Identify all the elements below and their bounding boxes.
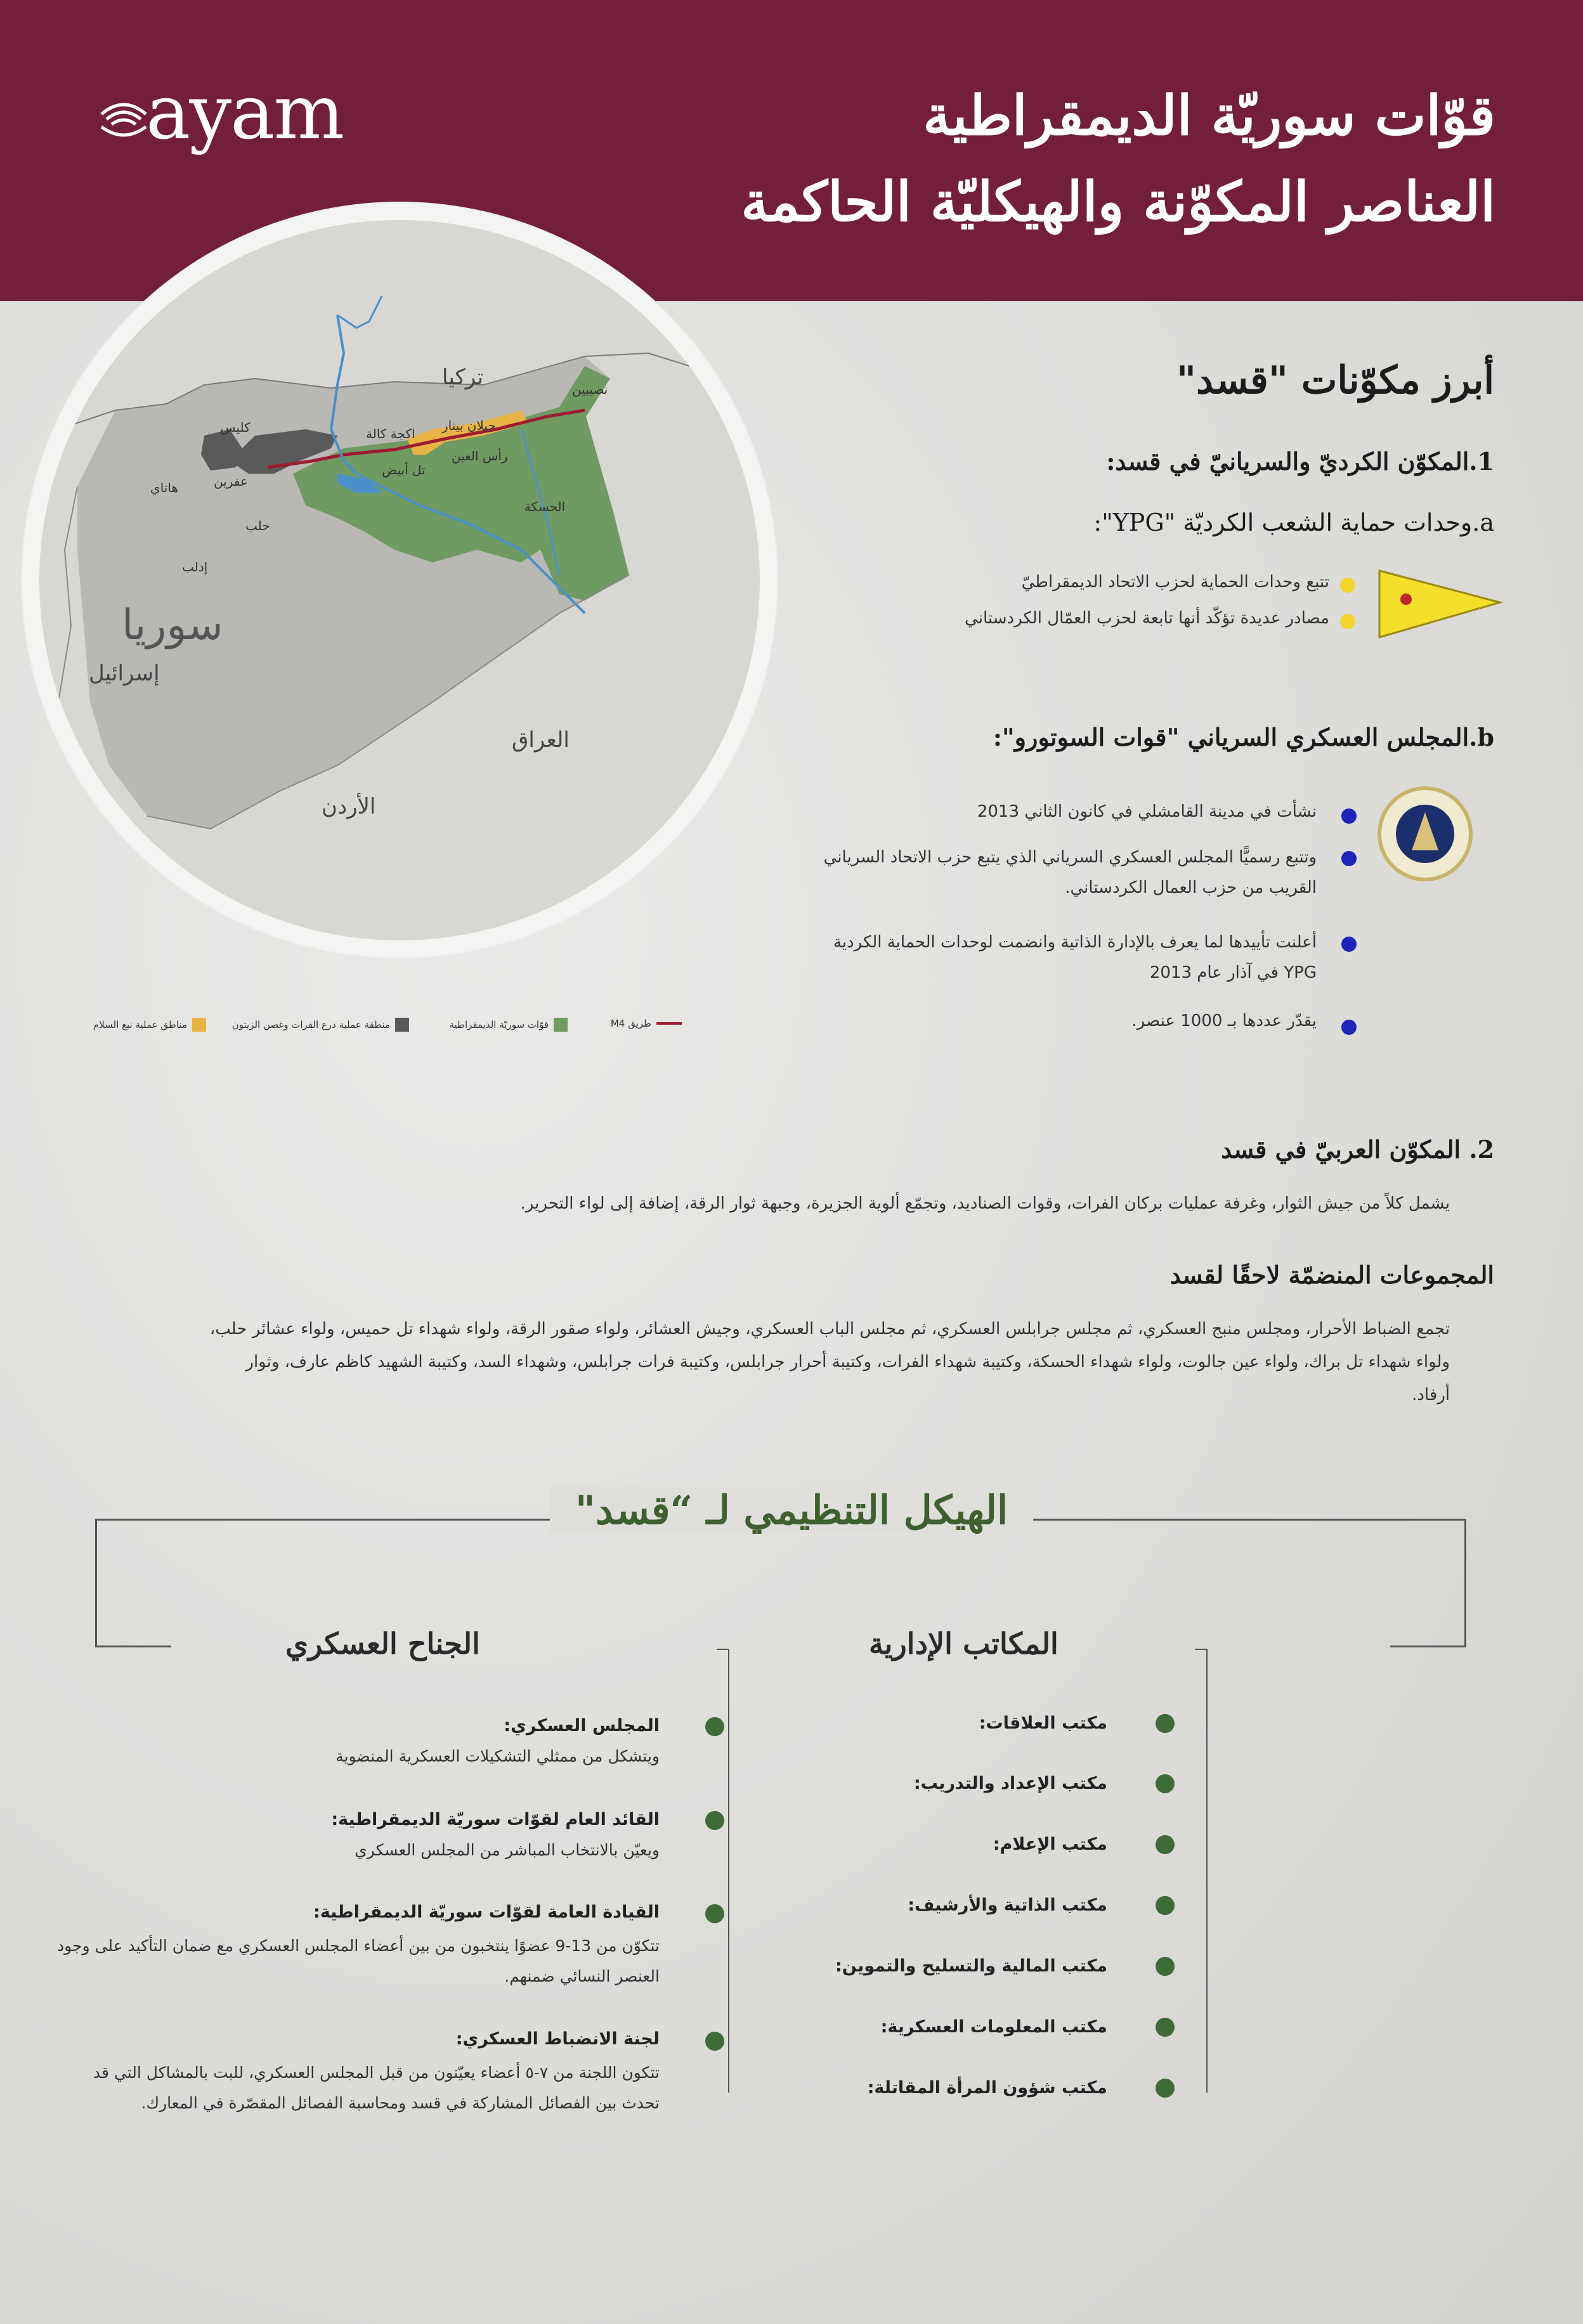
org-structure-title — [0, 1487, 1583, 1533]
map-label-jordan: الأردن — [322, 794, 376, 819]
admin-col-line — [1206, 1649, 1208, 2093]
office-dot — [1156, 2079, 1175, 2098]
office-dot — [1156, 1896, 1175, 1915]
office-item: مكتب الإعداد والتدريب: — [913, 1774, 1107, 1793]
org-structure-title-text: الهيكل التنظيمي لـ “قسد" — [550, 1487, 1033, 1533]
components-heading: أبرز مكوّنات "قسد" — [1176, 358, 1494, 403]
office-item: مكتب المعلومات العسكرية: — [880, 2017, 1107, 2037]
map-label-ras-al-ain: رأس العين — [452, 448, 508, 464]
syriac-bullet-2: وتتبع رسميًّا المجلس العسكري السرياني الذي يتبع حزب الاتحاد السرياني القريب من حزب العمال الكردستاني. — [823, 848, 1317, 897]
map-label-israel: إسرائيل — [89, 661, 160, 686]
map-label-syria: سوريا — [122, 600, 223, 649]
legend-swatch-euphrates-shield — [395, 1018, 409, 1032]
ypg-heading: a.وحدات حماية الشعب الكرديّة "YPG": — [1093, 509, 1494, 536]
syriac-bullet-4: يقدّر عددها بـ 1000 عنصر. — [1131, 1011, 1317, 1030]
bullet-dot — [1340, 578, 1355, 593]
legend-label-m4: طريق M4 — [610, 1018, 651, 1029]
military-wing-heading: الجناح العسكري — [285, 1626, 480, 1661]
legend-item-sdf — [449, 1018, 568, 1032]
bullet-dot — [1340, 614, 1355, 629]
map — [39, 220, 760, 940]
syriac-heading: b.المجلس العسكري السرياني "قوات السوتورو": — [993, 723, 1494, 751]
bullet-dot — [1341, 808, 1357, 824]
admin-offices-heading: المكاتب الإدارية — [869, 1626, 1059, 1661]
syriac-bullet-1: نشأت في مدينة القامشلي في كانون الثاني 2013 — [977, 802, 1317, 821]
arab-text: يشمل كلاً من جيش الثوار، وغرفة عمليات بركان الفرات، وقوات الصناديد، وتجمّع ألوية الجزيرة، وجبهة ثوار الرقة، إضافة إلى لواء التحرير. — [520, 1194, 1450, 1213]
legend-swatch-peace-spring — [192, 1018, 206, 1032]
bullet-dot — [1341, 1020, 1357, 1035]
office-item: مكتب المالية والتسليح والتموين: — [835, 1956, 1107, 1976]
map-label-tal-abyad: تل أبيض — [382, 462, 426, 477]
map-svg — [39, 220, 760, 940]
kurdish-heading: 1.المكوّن الكرديّ والسريانيّ في قسد: — [1106, 447, 1494, 476]
map-label-nusaybin: نصيبين — [572, 382, 608, 397]
org-right-stub — [1390, 1646, 1466, 1647]
org-left-stub — [95, 1646, 171, 1647]
office-item: مكتب شؤون المرأة المقاتلة: — [867, 2078, 1107, 2098]
office-item: مكتب الإعلام: — [993, 1834, 1107, 1854]
map-label-ceylanpinar: جيلان بينار — [442, 418, 496, 433]
military-dot — [705, 2032, 724, 2051]
legend-label-sdf: قوّات سوريّة الديمقراطية — [449, 1019, 549, 1030]
military-dot — [705, 1717, 724, 1736]
map-label-aleppo: حلب — [245, 518, 270, 533]
legend-item-euphrates-shield — [232, 1018, 409, 1032]
ypg-bullet-1: تتبع وحدات الحماية لحزب الاتحاد الديمقراطيّ — [1021, 573, 1329, 592]
legend-swatch-m4 — [656, 1022, 682, 1025]
office-dot — [1156, 1714, 1175, 1733]
syriac-bullet-3: أعلنت تأييدها لما يعرف بالإدارة الذاتية وانضمت لوحدات الحماية الكردية YPG في آذار عام 2013 — [833, 933, 1317, 982]
military-col-tick — [717, 1649, 729, 1650]
ypg-flag-icon — [1376, 568, 1503, 644]
legend-item-peace-spring — [93, 1018, 206, 1032]
river-north — [337, 296, 382, 328]
org-right-line — [1464, 1519, 1466, 1646]
ypg-bullet-2: مصادر عديدة تؤكّد أنها تابعة لحزب العمّال الكردستاني — [965, 609, 1329, 628]
military-item-desc: ويعيّن بالانتخاب المباشر من المجلس العسكري — [355, 1841, 660, 1859]
syriac-council-seal-icon — [1378, 786, 1473, 881]
military-item-title: القائد العام لقوّات سوريّة الديمقراطية: — [331, 1810, 660, 1829]
map-label-hatay: هاتاي — [150, 480, 178, 495]
org-left-line — [95, 1519, 97, 1646]
map-label-akcakale: اكجة كالة — [366, 426, 415, 441]
page-title: قوّات سوريّة الديمقراطية — [923, 84, 1495, 148]
map-legend — [60, 1018, 694, 1043]
legend-swatch-sdf — [554, 1018, 568, 1032]
map-label-kilis: كليس — [220, 420, 251, 435]
military-item-desc: ويتشكل من ممثلي التشكيلات العسكرية المنضوية — [335, 1747, 660, 1765]
military-col-line — [728, 1649, 729, 2093]
map-label-turkey: تركيا — [442, 365, 484, 390]
map-label-iraq: العراق — [512, 727, 570, 753]
military-item-desc: تتكوّن من 13-9 عضوًا ينتخبون من بين أعضاء المجلس العسكري مع ضمان التأكيد على وجود العنصر النسائي ضمنهم. — [57, 1937, 660, 1985]
military-dot — [705, 1811, 724, 1830]
office-dot — [1156, 1957, 1175, 1976]
map-label-hasakah: الحسكة — [524, 499, 566, 514]
bullet-dot — [1341, 851, 1357, 866]
joined-heading: المجموعات المنضمّة لاحقًا لقسد — [1169, 1261, 1494, 1289]
military-dot — [705, 1904, 724, 1923]
coast-line — [58, 486, 77, 702]
office-dot — [1156, 2018, 1175, 2037]
office-dot — [1156, 1835, 1175, 1854]
military-item-title: لجنة الانضباط العسكري: — [455, 2029, 660, 2049]
bullet-dot — [1341, 937, 1357, 952]
page-subtitle: العناصر المكوّنة والهيكليّة الحاكمة — [741, 170, 1495, 234]
military-item-title: القيادة العامة لقوّات سوريّة الديمقراطية: — [313, 1902, 660, 1922]
logo-text: ayam — [146, 68, 344, 156]
admin-col-tick — [1195, 1649, 1208, 1650]
joined-text: تجمع الضباط الأحرار، ومجلس منبج العسكري، ثم مجلس جرابلس العسكري، ثم مجلس الباب العسكري، وجيش العشائر، ولواء صقور الرقة، ولواء شهداء تل حميس، ولواء عشائر حلب، ولواء شهداء تل براك، ولواء عين جالوت، ولواء شهداء الحسكة، وكتيبة شهداء الفرات، وكتيبة أحرار جرابلس، وكتيبة فرات جرابلس، وشهداء السد، وكتيبة الشهيد كاظم عارف، وثوار أرفاد. — [209, 1320, 1450, 1405]
arab-heading: 2. المكوّن العربيّ في قسد — [1221, 1135, 1494, 1164]
military-item-title: المجلس العسكري: — [504, 1716, 660, 1736]
legend-label-euphrates-shield: منطقة عملية درع الفرات وغصن الزيتون — [231, 1019, 390, 1030]
map-label-idlib: إدلب — [182, 559, 208, 575]
office-item: مكتب العلاقات: — [979, 1713, 1107, 1733]
office-dot — [1156, 1774, 1175, 1793]
office-item: مكتب الذاتية والأرشيف: — [908, 1895, 1107, 1915]
legend-item-m4 — [611, 1018, 682, 1029]
map-label-afrin: عفرين — [214, 474, 248, 489]
legend-label-peace-spring: مناطق عملية نبع السلام — [93, 1019, 187, 1030]
military-item-desc: تتكون اللجنة من ٧-٥ أعضاء يعيّنون من قبل المجلس العسكري، للبت بالمشاكل التي قد تحدث بين الفصائل المشاركة في قسد ومحاسبة الفصائل المقصّرة في المعارك. — [93, 2063, 660, 2112]
